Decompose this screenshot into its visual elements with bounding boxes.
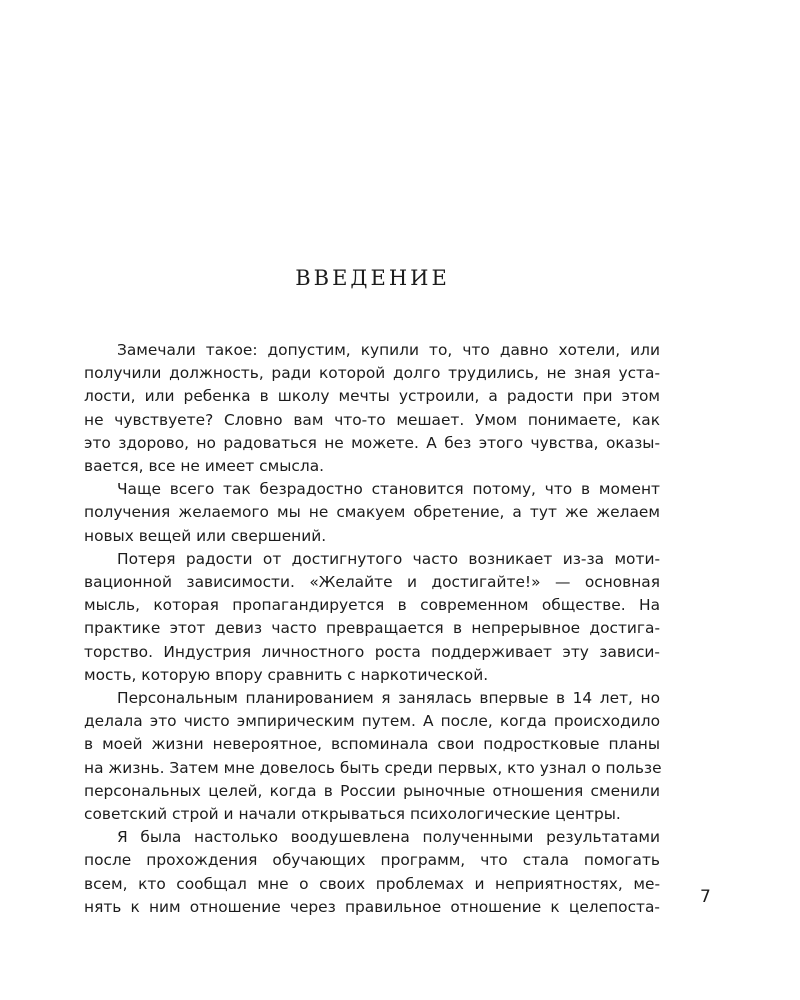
paragraph-4-line-1: Персональным планированием я занялась впервые в 14 лет, но	[117, 689, 660, 708]
paragraph-1-line-5: это здорово, но радоваться не можете. А без этого чувства, оказы-	[84, 433, 660, 452]
chapter-title: ВВЕДЕНИЕ	[295, 266, 450, 290]
paragraph-1-line-4: не чувствуете? Словно вам что-то мешает. Умом понимаете, как	[84, 410, 660, 429]
paragraph-3-line-5: торство. Индустрия личностного роста поддерживает эту зависи-	[84, 642, 660, 661]
body-text	[84, 339, 660, 919]
paragraph-5-line-2: после прохождения обучающих программ, что стала помогать	[84, 851, 660, 870]
paragraph-3-line-4: практике этот девиз часто превращается в непрерывное достига-	[84, 619, 660, 638]
page-number: 7	[700, 887, 711, 907]
paragraph-3-line-1: Потеря радости от достигнутого часто возникает из-за моти-	[117, 549, 660, 568]
paragraph-4-line-2: делала это чисто эмпирическим путем. А после, когда происходило	[84, 712, 660, 731]
paragraph-4-line-5: персональных целей, когда в России рыночные отношения сменили	[84, 781, 660, 800]
paragraph-3-line-2: вационной зависимости. «Желайте и достигайте!» — основная	[84, 573, 660, 592]
paragraph-2-line-1: Чаще всего так безрадостно становится потому, что в момент	[117, 480, 660, 499]
paragraph-3-line-6: мость, которую впору сравнить с наркотической.	[84, 665, 489, 684]
paragraph-4-line-4: на жизнь. Затем мне довелось быть среди первых, кто узнал о пользе	[84, 758, 662, 777]
paragraph-3-line-3: мысль, которая пропагандируется в современном обществе. На	[84, 596, 660, 615]
paragraph-4-line-6: советский строй и начали открываться психологические центры.	[84, 805, 621, 824]
paragraph-1-line-6: вается, все не имеет смысла.	[84, 457, 325, 476]
paragraph-2-line-3: новых вещей или свершений.	[84, 526, 327, 545]
paragraph-4-line-3: в моей жизни невероятное, вспоминала свои подростковые планы	[84, 735, 660, 754]
paragraph-5-line-4: нять к ним отношение через правильное отношение к целепоста-	[84, 897, 660, 916]
paragraph-5-line-3: всем, кто сообщал мне о своих проблемах и неприятностях, ме-	[84, 874, 660, 893]
paragraph-1-line-1: Замечали такое: допустим, купили то, что давно хотели, или	[117, 341, 660, 359]
paragraph-1-line-3: лости, или ребенка в школу мечты устроили, а радости при этом	[84, 387, 660, 406]
paragraph-5-line-1: Я была настолько воодушевлена полученными результатами	[117, 828, 660, 847]
paragraph-1-line-2: получили должность, ради которой долго трудились, не зная уста-	[84, 364, 660, 383]
paragraph-2-line-2: получения желаемого мы не смакуем обретение, а тут же желаем	[84, 503, 660, 522]
